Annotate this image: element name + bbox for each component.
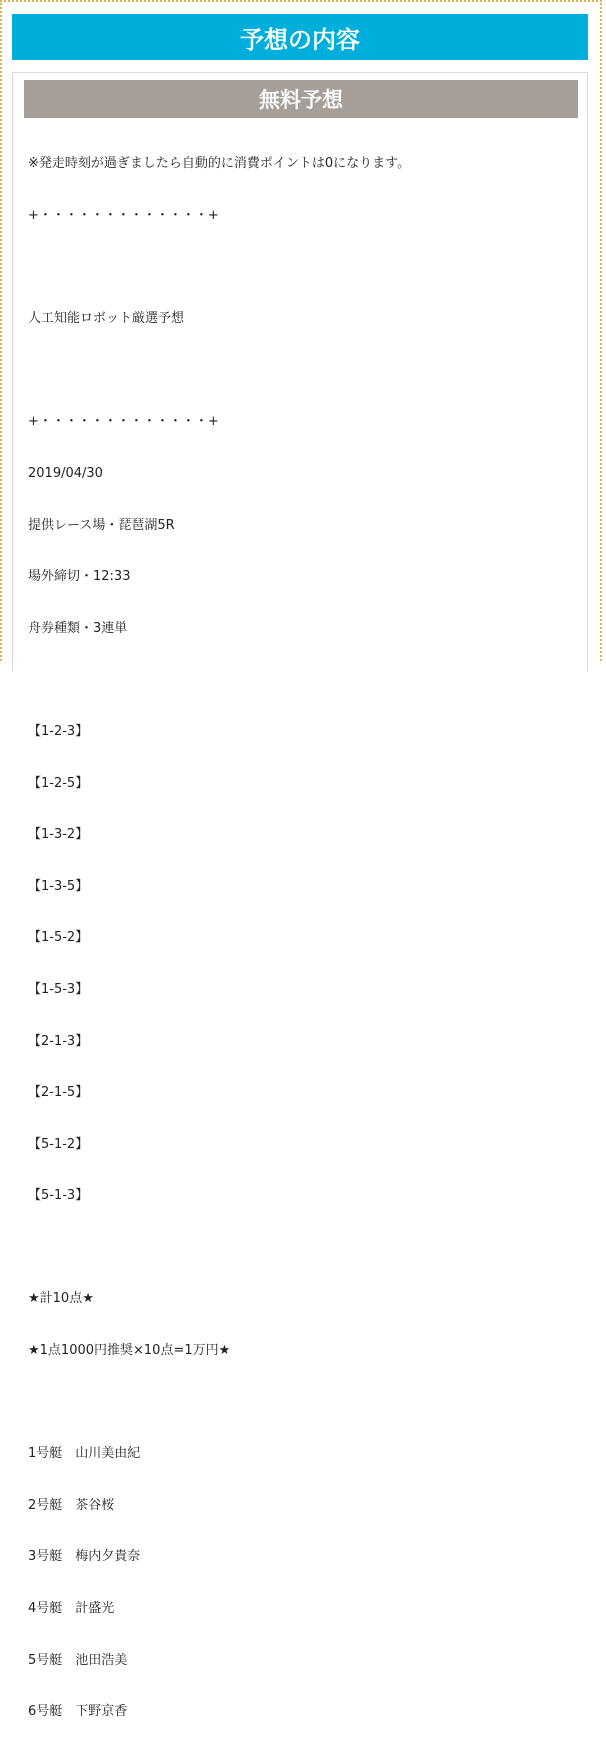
closing-time: 場外締切・12:33 — [28, 569, 131, 585]
racer-entry: 1号艇 山川美由紀 — [28, 1446, 141, 1462]
divider-line: +・・・・・・・・・・・・・+ — [28, 414, 219, 430]
combination-item: 【1-5-3】 — [28, 981, 89, 997]
blank-line — [28, 362, 578, 379]
blank-line — [28, 1394, 578, 1411]
race-venue: 提供レース場・琵琶湖5R — [28, 517, 175, 533]
prediction-content — [28, 121, 578, 1738]
combination-item: 【5-1-3】 — [28, 1188, 89, 1204]
racer-entry: 2号艇 茶谷桜 — [28, 1497, 115, 1513]
combination-item: 【5-1-2】 — [28, 1136, 89, 1152]
racer-entry: 6号艇 下野京香 — [28, 1704, 128, 1720]
combination-item: 【2-1-3】 — [28, 1033, 89, 1049]
notice-line: ※発走時刻が過ぎましたら自動的に消費ポイントは0になります。 — [28, 156, 411, 172]
combination-item: 【1-3-2】 — [28, 827, 89, 843]
racer-entry: 3号艇 梅内夕貴奈 — [28, 1549, 141, 1565]
racer-entry: 5号艇 池田浩美 — [28, 1652, 128, 1668]
combination-item: 【1-3-5】 — [28, 878, 89, 894]
combination-item: 【1-2-5】 — [28, 775, 89, 791]
ticket-type: 舟券種類・3連単 — [28, 620, 128, 636]
combination-item: 【1-2-3】 — [28, 723, 89, 739]
section-title: 無料予想 — [24, 80, 578, 118]
blank-line — [28, 671, 578, 688]
combination-item: 【2-1-5】 — [28, 1085, 89, 1101]
page-title: 予想の内容 — [12, 14, 588, 60]
blank-line — [28, 259, 578, 276]
combination-item: 【1-5-2】 — [28, 930, 89, 946]
bet-recommendation: ★1点1000円推奨×10点=1万円★ — [28, 1343, 231, 1359]
prediction-type: 人工知能ロボット厳選予想 — [28, 311, 185, 327]
total-points: ★計10点★ — [28, 1291, 94, 1307]
racer-entry: 4号艇 計盛光 — [28, 1601, 115, 1617]
blank-line — [28, 1239, 578, 1256]
race-date: 2019/04/30 — [28, 465, 103, 481]
divider-line: +・・・・・・・・・・・・・+ — [28, 208, 219, 223]
